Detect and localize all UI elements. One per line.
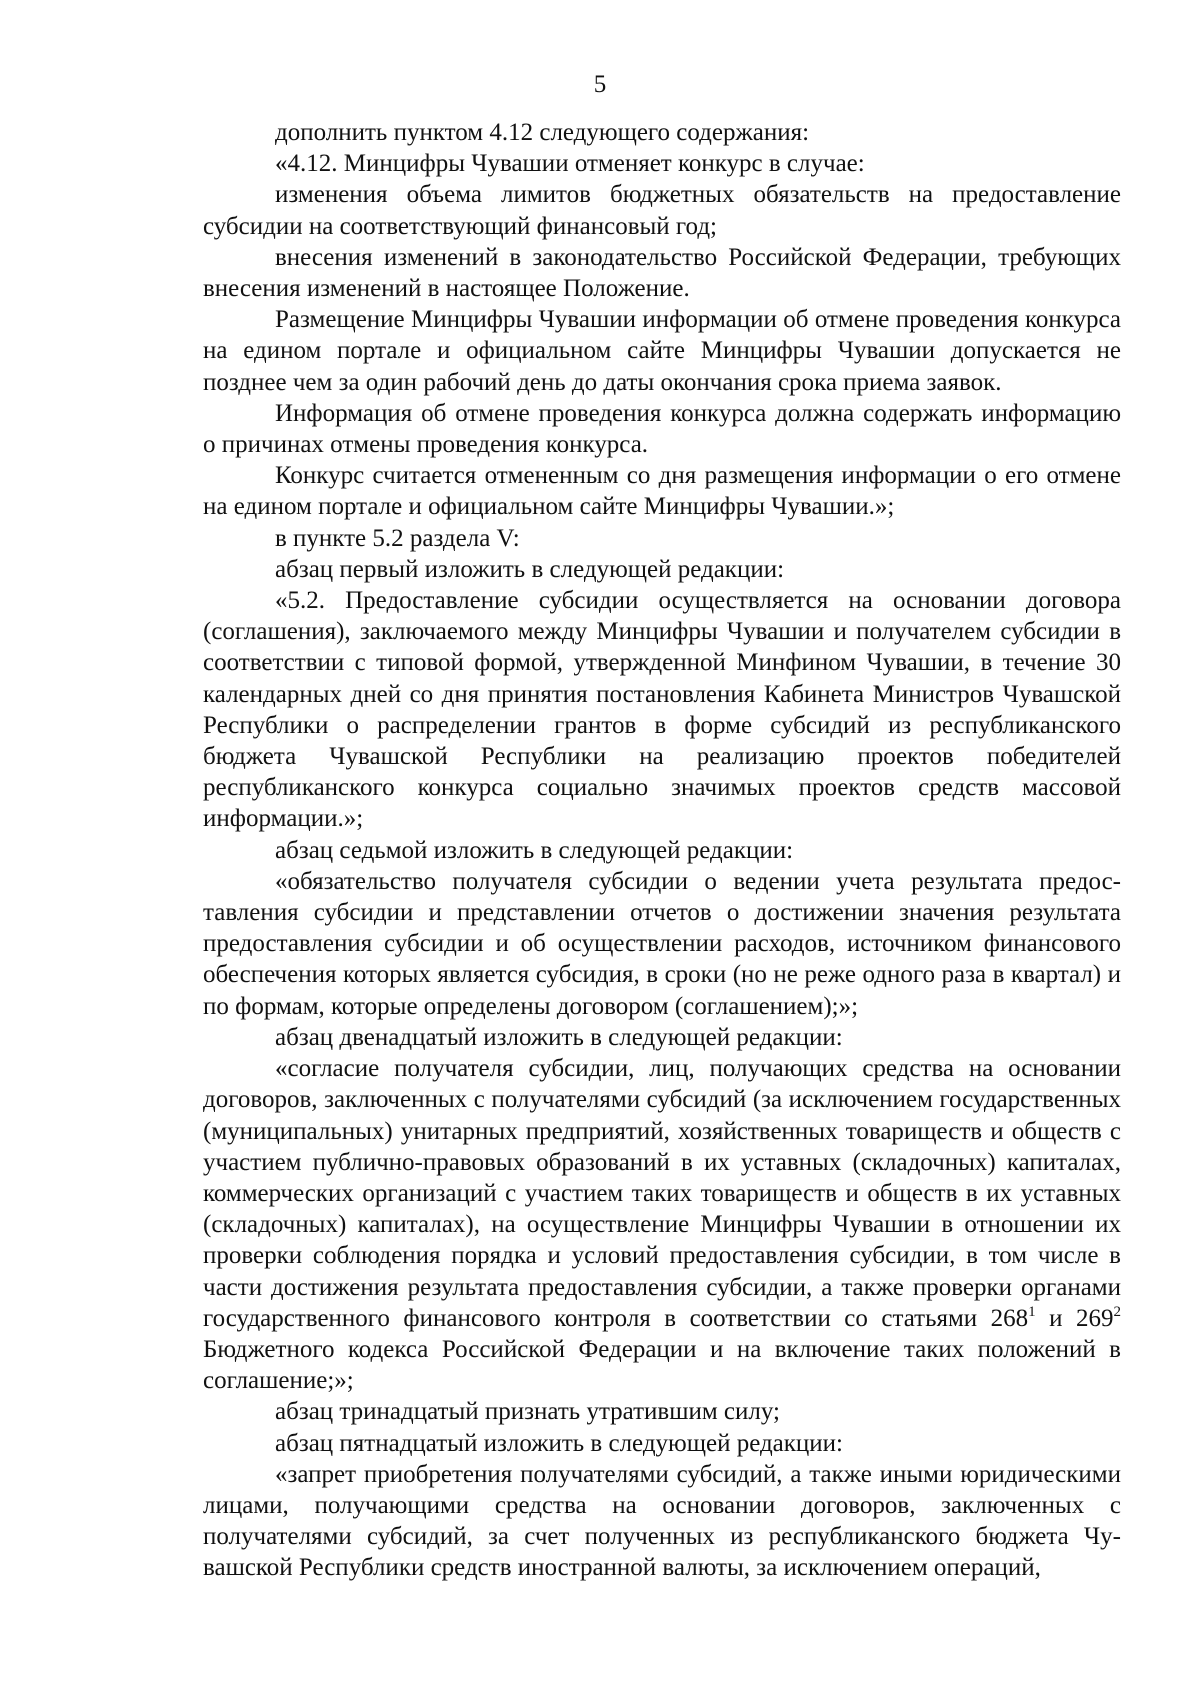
article-number: 269 — [1076, 1304, 1114, 1332]
article-superscript: 1 — [1028, 1303, 1036, 1320]
conjunction-text: и — [1035, 1304, 1076, 1332]
consent-text-start: «согласие получателя субсидии, лиц, получающих средства на основании договоров, заключенных с получателями субсидий (за исключением государственных (муниципальных) унитарных предприятий, хозяйственных товариществ и обществ с участием публично-правовых образований в их уставных (складочных) капиталах, коммерческих организаций с участием таких товариществ и обществ в их уставных (складочных) капиталах), на осуществление Минцифры Чувашии в отношении их проверки соблюдения порядка и условий предоставления субсидии, в том числе в части достижения результата предоставления субсидии, а также проверки органами государственного финансового контроля в соответствии со статьями — [203, 1055, 1121, 1332]
article-superscript: 2 — [1113, 1303, 1121, 1320]
consent-paragraph — [203, 1053, 1121, 1396]
paragraph: «запрет приобретения получателями субсидий, а также иными юридическими лицами, получающими средства на основании договоров, заключенных с получателями субсидий, за счет полученных из республиканского бюджета Чувашской Республики средств иностранной валюты, за исключением операций, — [203, 1460, 1121, 1582]
paragraph: «4.12. Минцифры Чувашии отменяет конкурс в случае: — [275, 150, 865, 178]
paragraph: абзац тринадцатый признать утратившим силу; — [275, 1398, 780, 1426]
article-number: 268 — [990, 1304, 1029, 1332]
paragraph: абзац первый изложить в следующей редакции: — [275, 555, 785, 583]
paragraph: «5.2. Предоставление субсидии осуществляется на основании договора (соглашения), заключаемого между Минцифры Чувашии и получателем субсидии в соответствии с типовой формой, утвержденной Минфином Чувашии, в течение 30 календарных дней со дня принятия постановления Кабинета Министров Чувашской Республики о распределении грантов в форме субсидий из республиканского бюджета Чувашской Республики на реализацию проектов победителей республиканского конкурса социально значимых проектов средств массовой информации.»; — [203, 587, 1121, 833]
paragraph: абзац двенадцатый изложить в следующей редакции: — [275, 1023, 843, 1051]
paragraph: Размещение Минцифры Чувашии информации об отмене проведения конкурса на едином портале и официальном сайте Минцифры Чувашии допускается не позднее чем за один рабочий день до даты окончания срока приема заявок. — [203, 306, 1121, 396]
paragraph: дополнить пунктом 4.12 следующего содержания: — [275, 119, 810, 146]
paragraph: изменения объема лимитов бюджетных обязательств на предоставление субсидии на соответствующий финансовый год; — [203, 181, 1121, 240]
document-body — [203, 117, 1121, 1584]
paragraph: внесения изменений в законодательство Российской Федерации, требующих внесения изменений в настоящее Положение. — [203, 243, 1121, 303]
paragraph: абзац седьмой изложить в следующей редакции: — [275, 836, 794, 864]
paragraph: Конкурс считается отмененным со дня размещения информации о его отмене на едином портале и официальном сайте Минцифры Чувашии.»; — [203, 462, 1121, 521]
paragraph: «обязательство получателя субсидии о ведении учета результата предоставления субсидии и представлении отчетов о достижении значения результата предоставления субсидии и об осуществлении расходов, источником финансового обеспечения которых является субсидия, в сроки (но не реже одного раза в квартал) и по формам, которые определены договором (соглашением);»; — [203, 867, 1121, 1020]
page-number: 5 — [593, 71, 607, 98]
consent-text-end: Бюджетного кодекса Российской Федерации и на включение таких положений в соглашение;»; — [203, 1335, 1121, 1395]
paragraph: в пункте 5.2 раздела V: — [275, 524, 520, 552]
paragraph: абзац пятнадцатый изложить в следующей редакции: — [275, 1429, 844, 1457]
paragraph: Информация об отмене проведения конкурса должна содержать информацию о причинах отмены проведения конкурса. — [203, 399, 1121, 459]
